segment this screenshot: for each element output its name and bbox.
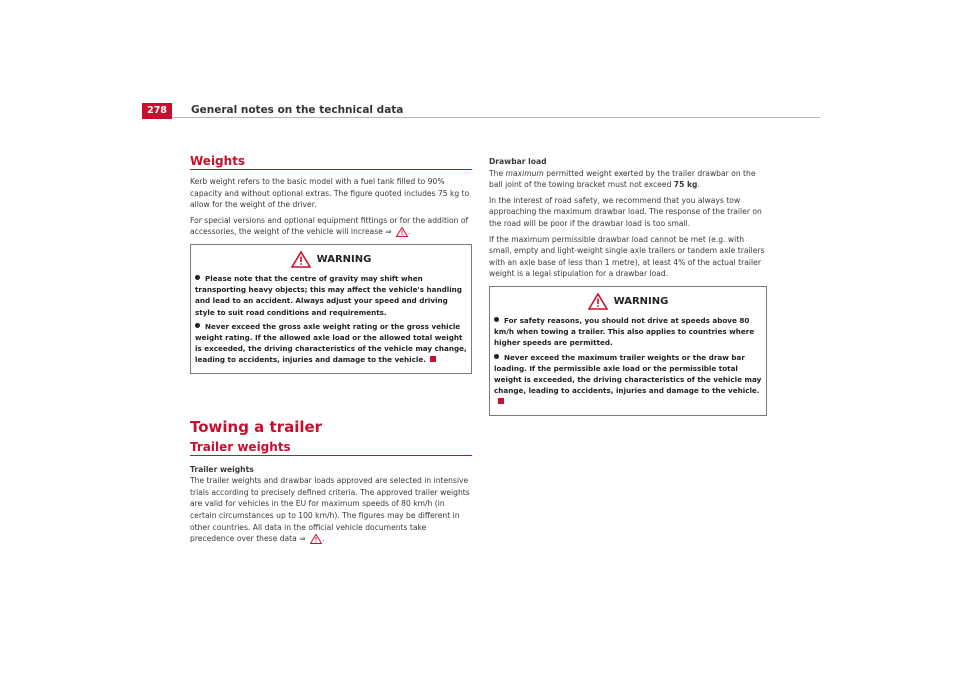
warning-item (494, 315, 762, 349)
warning-triangle-icon (291, 251, 311, 268)
running-title: General notes on the technical data (191, 104, 404, 116)
warning-triangle-icon (588, 293, 608, 310)
chapter-title: Towing a trailer (190, 417, 323, 436)
warning-header (494, 293, 762, 310)
end-of-section-square (498, 398, 504, 404)
header-rule (172, 117, 820, 118)
section-heading-weights: Weights (190, 154, 472, 170)
warning-item-text: Never exceed the maximum trailer weights or the draw bar loading. If the permissible axle load or the permissible total weight is exceeded, the driving characteristics of the vehicle may change, leading to accidents, injuries and damage to the vehicle. (494, 352, 762, 396)
warning-item (494, 352, 762, 408)
text-fragment: permitted weight exerted by the trailer drawbar on the ball joint of the towing bracket must not exceed (489, 168, 756, 190)
warning-item (195, 321, 467, 366)
warning-item-text: Please note that the centre of gravity may shift when transporting heavy objects; this may affect the vehicle's handling and lead to an accident. Always adjust your speed and driving style to suit road conditions and requirements. (195, 273, 462, 317)
bold-75kg: 75 kg (673, 180, 698, 190)
warning-title: WARNING (316, 253, 372, 265)
left-column (190, 154, 472, 549)
drawbar-paragraph-3: If the maximum permissible drawbar load cannot be met (e.g. with small, empty and light-weight single axle trailers or tandem axle trailers with an axle base of less than 1 metre), at least 4% of the actual trailer weight is a legal stipulation for a drawbar load. (489, 234, 765, 279)
page-number: 278 (142, 103, 172, 119)
bullet-dot (494, 354, 499, 359)
warning-title: WARNING (613, 295, 669, 307)
warning-item (195, 273, 467, 318)
text-fragment: . (697, 180, 700, 190)
emphasis-maximum: maximum (505, 168, 544, 178)
warning-box-drawbar (489, 286, 767, 416)
end-of-section-square (430, 356, 436, 362)
warning-item-text: For safety reasons, you should not drive at speeds above 80 km/h when towing a trailer. This also applies to countries where higher speeds are permitted. (494, 315, 755, 348)
warning-item-text: Never exceed the gross axle weight rating or the gross vehicle weight rating. If the allowed axle load or the allowed total weight is exceeded, the driving characteristics of the vehicle may change, leading to accidents, injuries and damage to the vehicle. (195, 321, 467, 365)
bullet-dot (494, 317, 499, 322)
subheading-drawbar-load: Drawbar load (489, 157, 547, 166)
weights-paragraph-2-text: For special versions and optional equipment fittings or for the addition of accessories, the weight of the vehicle will increase ⇒ (190, 215, 469, 237)
weights-paragraph-1: Kerb weight refers to the basic model with a fuel tank filled to 90% capacity and without optional extras. The figure quoted includes 75 kg to allow for the weight of the driver. (190, 177, 470, 210)
text-fragment: The (489, 168, 506, 178)
warning-header (195, 251, 467, 268)
drawbar-paragraph-2: In the interest of road safety, we recommend that you always tow approaching the maximum drawbar load. The response of the trailer on the road will be poor if the drawbar load is too small. (489, 195, 762, 228)
section-heading-trailer-weights: Trailer weights (190, 440, 472, 456)
trailer-weights-paragraph-text: The trailer weights and drawbar loads approved are selected in intensive trials according to precisely defined criteria. The approved trailer weights are valid for vehicles in the EU for maximum speeds of 80 km/h (in certain circumstances up to 100 km/h). The figures may be different in other countries. All data in the official vehicle documents take precedence over these data ⇒ (190, 476, 470, 544)
drawbar-paragraph-1 (489, 168, 767, 191)
warning-triangle-icon (396, 227, 408, 237)
page-header (142, 103, 820, 119)
bullet-dot (195, 323, 200, 328)
weights-paragraph-2: For special versions and optional equipment fittings or for the addition of accessories, the weight of the vehicle will increase ⇒ . (190, 215, 469, 237)
warning-box-weights (190, 244, 472, 374)
warning-triangle-icon (310, 534, 322, 544)
right-column (489, 156, 767, 422)
trailer-weights-paragraph: The trailer weights and drawbar loads approved are selected in intensive trials according to precisely defined criteria. The approved trailer weights are valid for vehicles in the EU for maximum speeds of 80 km/h (in certain circumstances up to 100 km/h). The figures may be different in other countries. All data in the official vehicle documents take precedence over these data ⇒ . (190, 476, 470, 544)
bullet-dot (195, 275, 200, 280)
subheading-trailer-weights: Trailer weights (190, 464, 254, 474)
